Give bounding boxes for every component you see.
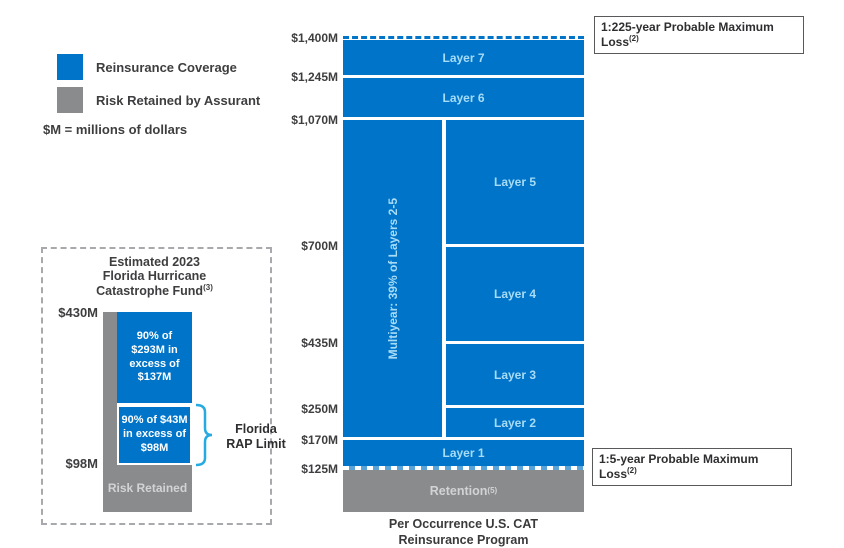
fhcf-risk-retained-label: Risk Retained: [107, 481, 188, 495]
pml-5-text: 1:5-year Probable Maximum Loss: [599, 452, 759, 481]
fhcf-upper-coverage-box: 90% of $293M in excess of $137M: [117, 312, 192, 403]
rap-limit-bracket: [193, 403, 213, 467]
scale-170: $170M: [301, 433, 338, 447]
fhcf-top-value: $430M: [58, 305, 98, 320]
pml-5-callout: [592, 448, 792, 486]
layer-6: Layer 6: [343, 78, 584, 117]
fhcf-title-footnote: (3): [203, 282, 213, 292]
scale-1400: $1,400M: [291, 31, 338, 45]
tower-caption-line2: Reinsurance Program: [398, 532, 529, 547]
scale-125: $125M: [301, 462, 338, 476]
legend-label-reinsurance: Reinsurance Coverage: [96, 60, 237, 75]
fhcf-bottom-value: $98M: [65, 456, 98, 471]
legend-swatch-retained: [57, 87, 83, 113]
fhcf-title-line3: Catastrophe Fund: [96, 283, 204, 298]
retention-label: Retention: [429, 484, 488, 498]
fhcf-title-line1: Estimated 2023: [108, 255, 201, 269]
fhcf-title: [49, 255, 260, 298]
scale-435: $435M: [301, 336, 338, 350]
pml-5-footnote: (2): [627, 466, 637, 475]
pml-225-callout: [594, 16, 804, 54]
multiyear-label: Multiyear: 39% of Layers 2-5: [385, 197, 400, 360]
layer-1: Layer 1: [343, 440, 584, 466]
tower-caption-line1: Per Occurrence U.S. CAT: [388, 517, 539, 531]
tower-caption: [343, 517, 584, 548]
scale-1070: $1,070M: [291, 113, 338, 127]
fhcf-title-line2: Florida Hurricane: [102, 269, 207, 284]
layer-7: Layer 7: [343, 40, 584, 75]
rap-limit-label-line2: RAP Limit: [226, 437, 286, 451]
pml-225-text: 1:225-year Probable Maximum Loss: [601, 20, 774, 49]
pml-225-dashed-line: [343, 36, 584, 39]
legend-swatch-reinsurance: [57, 54, 83, 80]
rap-limit-label-line1: Florida: [235, 422, 277, 436]
fhcf-risk-retained-block: [103, 464, 192, 512]
layer-4: Layer 4: [446, 247, 584, 341]
scale-250: $250M: [301, 402, 338, 416]
units-note: $M = millions of dollars: [43, 122, 188, 137]
layer-3: Layer 3: [446, 344, 584, 405]
fhcf-lower-coverage-box: 90% of $43M in excess of $98M: [117, 405, 192, 465]
legend-label-retained: Risk Retained by Assurant: [96, 93, 261, 108]
layer-2: Layer 2: [446, 408, 584, 437]
retention-block: Retention (5): [343, 470, 584, 512]
multiyear-block: [343, 120, 442, 437]
pml-225-footnote: (2): [629, 34, 639, 43]
scale-1245: $1,245M: [291, 70, 338, 84]
layer-5: Layer 5: [446, 120, 584, 244]
scale-700: $700M: [301, 239, 338, 253]
